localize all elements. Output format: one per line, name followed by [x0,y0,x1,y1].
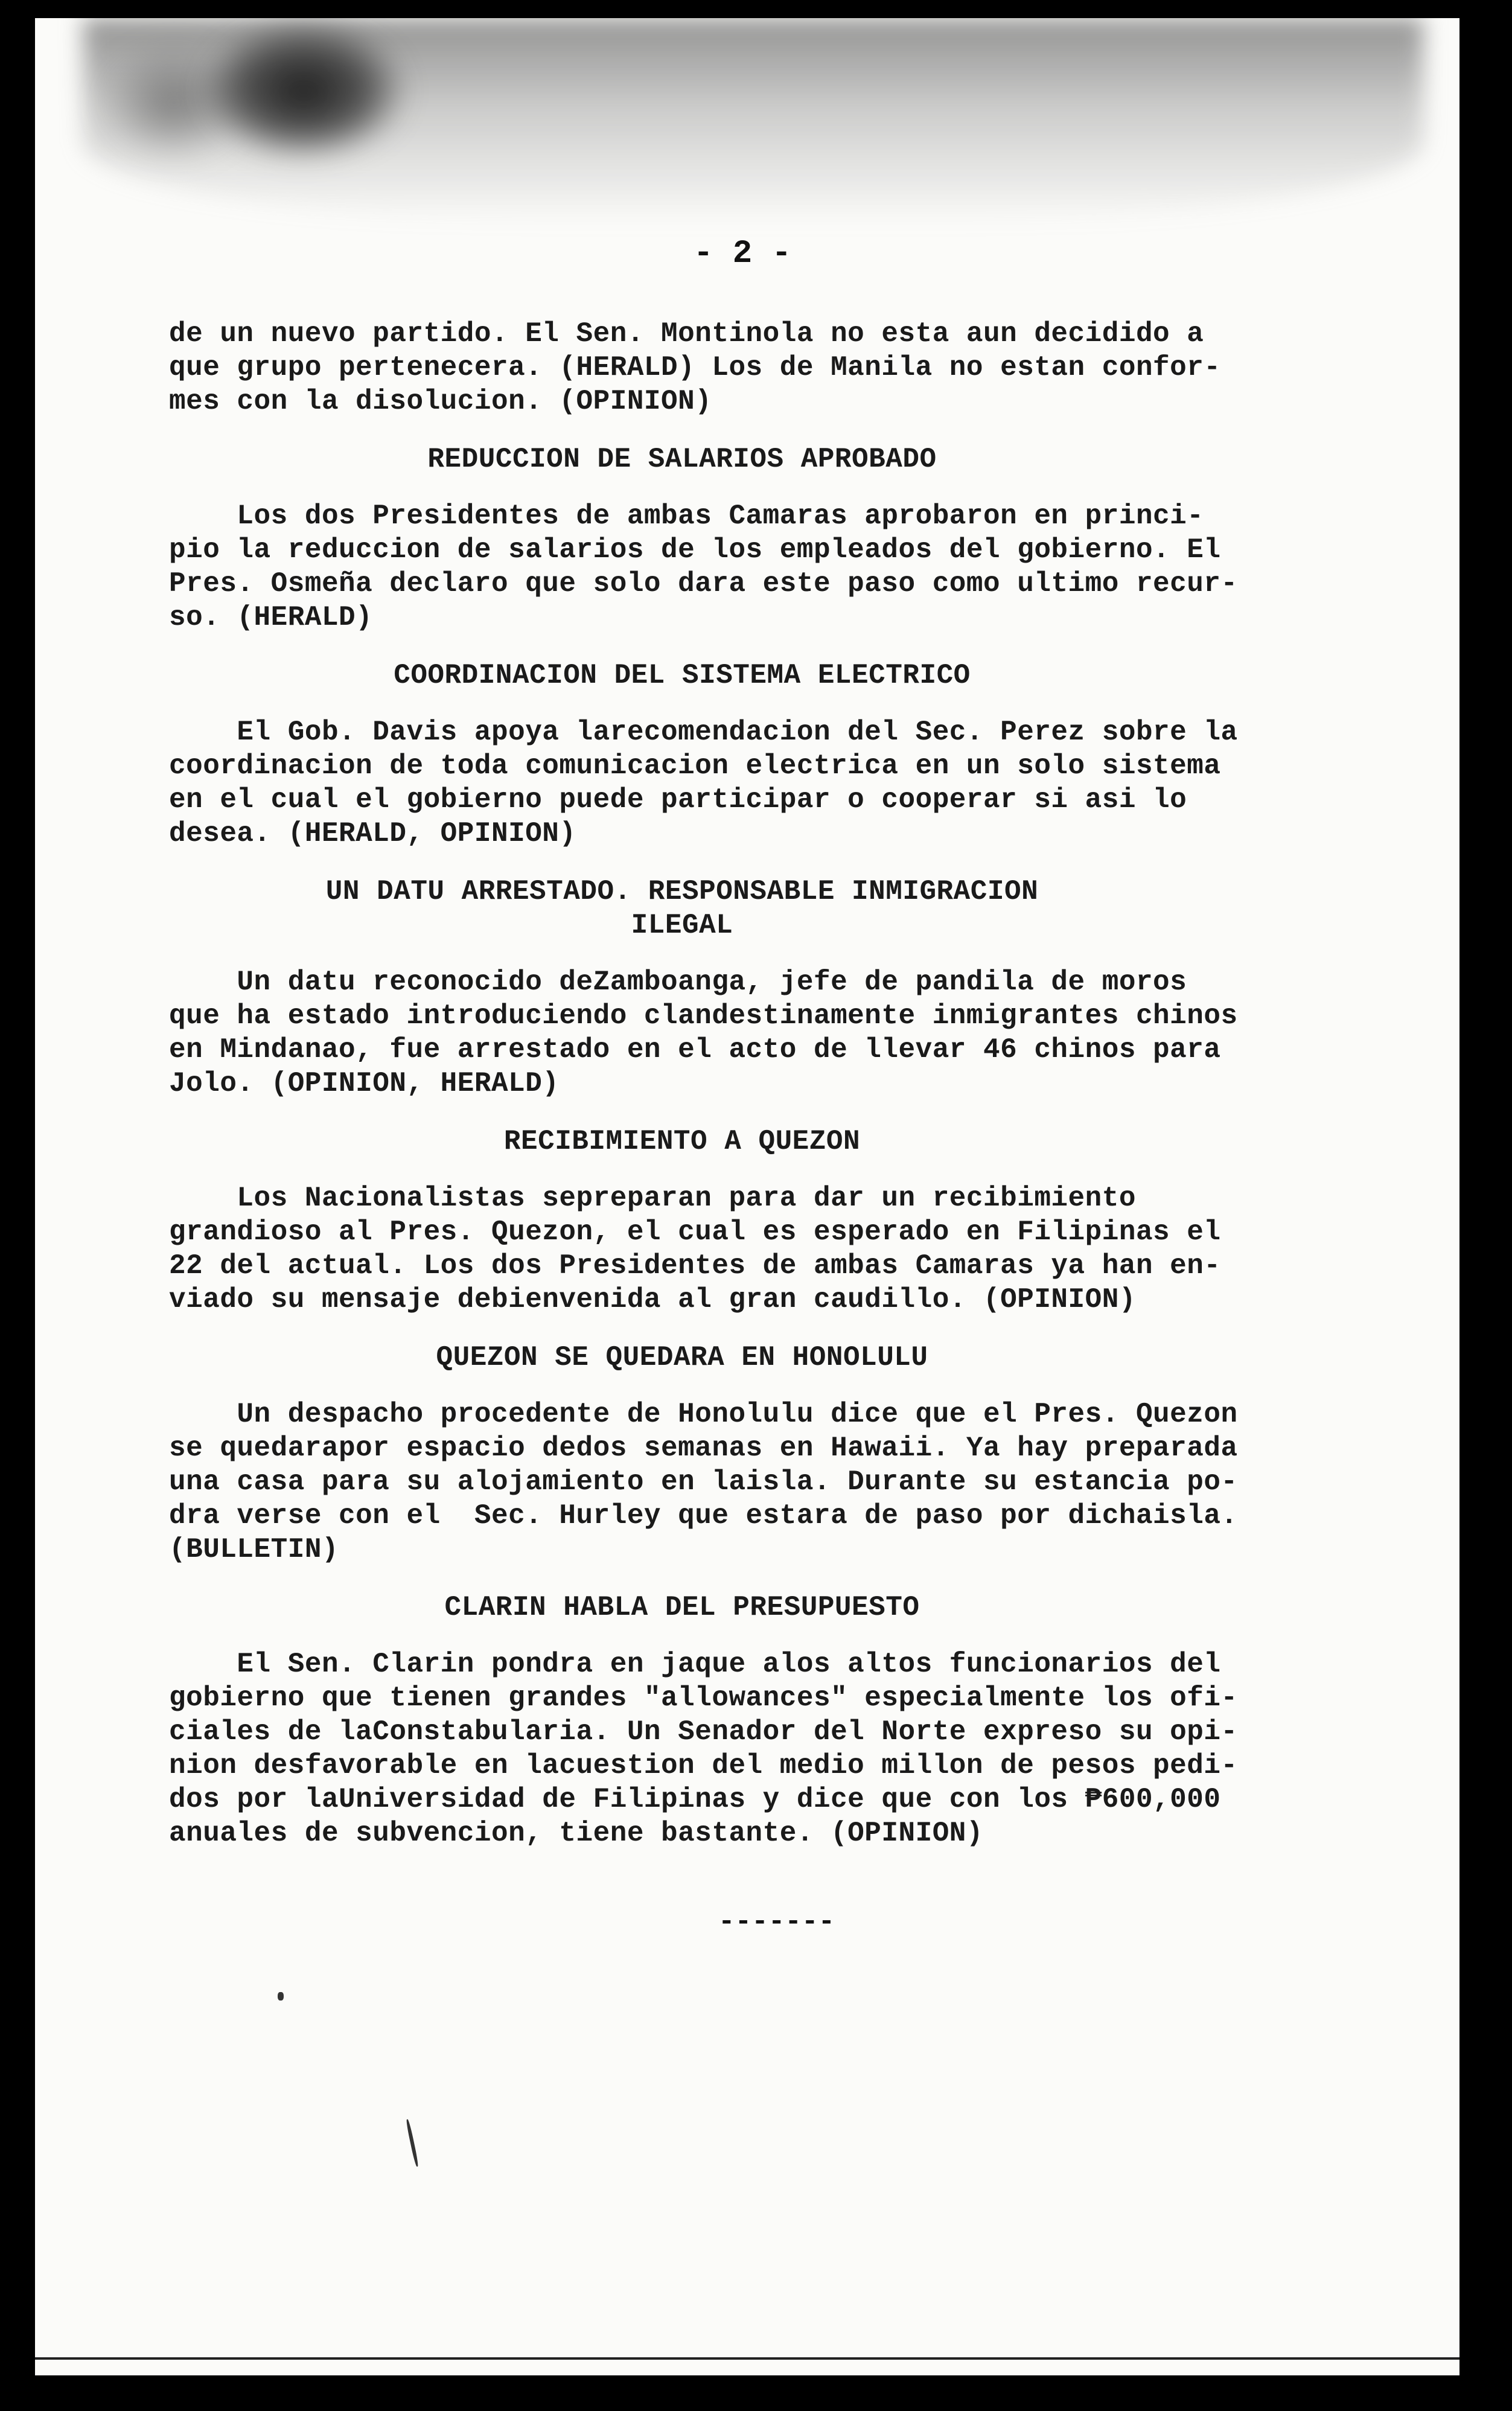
section-heading-honolulu: QUEZON SE QUEDARA EN HONOLULU [436,1342,928,1373]
scan-edge-line [35,2357,1459,2360]
paragraph-line: dos por laUniversidad de Filipinas y dice que con los ₱600,000 [169,1784,1221,1815]
paragraph-line: una casa para su alojamiento en laisla. Durante su estancia po- [169,1466,1238,1498]
section-heading-clarin: CLARIN HABLA DEL PRESUPUESTO [444,1592,920,1623]
section-salarios [169,499,1364,634]
section-heading-datu: UN DATU ARRESTADO. RESPONSABLE INMIGRACION ILEGAL [325,876,1039,941]
paragraph-line: que ha estado introduciendo clandestinamente inmigrantes chinos [169,1000,1238,1032]
ink-speck [406,2119,419,2167]
paragraph-line: ciales de laConstabularia. Un Senador del Norte expreso su opi- [169,1716,1238,1748]
section-honolulu [169,1397,1364,1566]
section-heading-recibimiento: RECIBIMIENTO A QUEZON [503,1126,861,1157]
paragraph-line: Pres. Osmeña declaro que solo dara este paso como ultimo recur- [169,568,1238,599]
section-clarin [169,1647,1364,1850]
paragraph-line: se quedarapor espacio dedos semanas en Hawaii. Ya hay preparada [169,1432,1238,1464]
paragraph-line: nion desfavorable en lacuestion del medio millon de pesos pedi- [169,1750,1238,1781]
scan-smudge-top [83,18,1423,223]
section-recibimiento [169,1181,1364,1317]
paragraph-line: Jolo. (OPINION, HERALD) [169,1068,560,1099]
paragraph-line: (BULLETIN) [169,1534,339,1565]
section-heading-electrico: COORDINACION DEL SISTEMA ELECTRICO [394,660,971,691]
section-heading-salarios: REDUCCION DE SALARIOS APROBADO [427,444,937,475]
scan-smudge-left [95,42,252,163]
paragraph-line: Los Nacionalistas sepreparan para dar un recibimiento [169,1183,1136,1214]
paragraph-line: viado su mensaje debienvenida al gran caudillo. (OPINION) [169,1284,1136,1315]
paragraph-line: coordinacion de toda comunicacion electrica en un solo sistema [169,750,1221,782]
paragraph-line: 22 del actual. Los dos Presidentes de ambas Camaras ya han en- [169,1250,1221,1282]
section-datu [169,965,1364,1100]
paragraph-line: en Mindanao, fue arrestado en el acto de llevar 46 chinos para [169,1034,1221,1065]
paragraph-line: gobierno que tienen grandes "allowances" especialmente los ofi- [169,1682,1238,1714]
paragraph-line: Los dos Presidentes de ambas Camaras aprobaron en princi- [169,500,1204,532]
paragraph-line: que grupo pertenecera. (HERALD) Los de Manila no estan confor- [169,352,1221,383]
paragraph-line: El Gob. Davis apoya larecomendacion del Sec. Perez sobre la [169,717,1238,748]
paragraph-line: Un despacho procedente de Honolulu dice que el Pres. Quezon [169,1399,1238,1430]
paragraph-line: desea. (HERALD, OPINION) [169,818,576,849]
page-number: - 2 - [693,235,792,272]
paragraph-line: anuales de subvencion, tiene bastante. (OPINION) [169,1818,984,1849]
paragraph-line: grandioso al Pres. Quezon, el cual es esperado en Filipinas el [169,1216,1221,1248]
end-of-document-rule: ------- [718,1906,835,1938]
paragraph-line: de un nuevo partido. El Sen. Montinola no esta aun decidido a [169,318,1204,350]
paragraph-line: en el cual el gobierno puede participar o cooperar si asi lo [169,784,1187,816]
paragraph-line: Un datu reconocido deZamboanga, jefe de pandila de moros [169,966,1187,998]
ink-speck [278,1992,284,2001]
paragraph-line: dra verse con el Sec. Hurley que estara de paso por dichaisla. [169,1500,1238,1531]
paragraph-line: El Sen. Clarin pondra en jaque alos altos funcionarios del [169,1649,1221,1680]
document-body [169,317,1364,1850]
ink-blot [204,24,403,157]
paragraph-line: mes con la disolucion. (OPINION) [169,386,712,417]
paragraph-line: pio la reduccion de salarios de los empleados del gobierno. El [169,534,1221,566]
section-electrico [169,715,1364,851]
paragraph-line: so. (HERALD) [169,602,373,633]
section-intro [169,317,1364,418]
